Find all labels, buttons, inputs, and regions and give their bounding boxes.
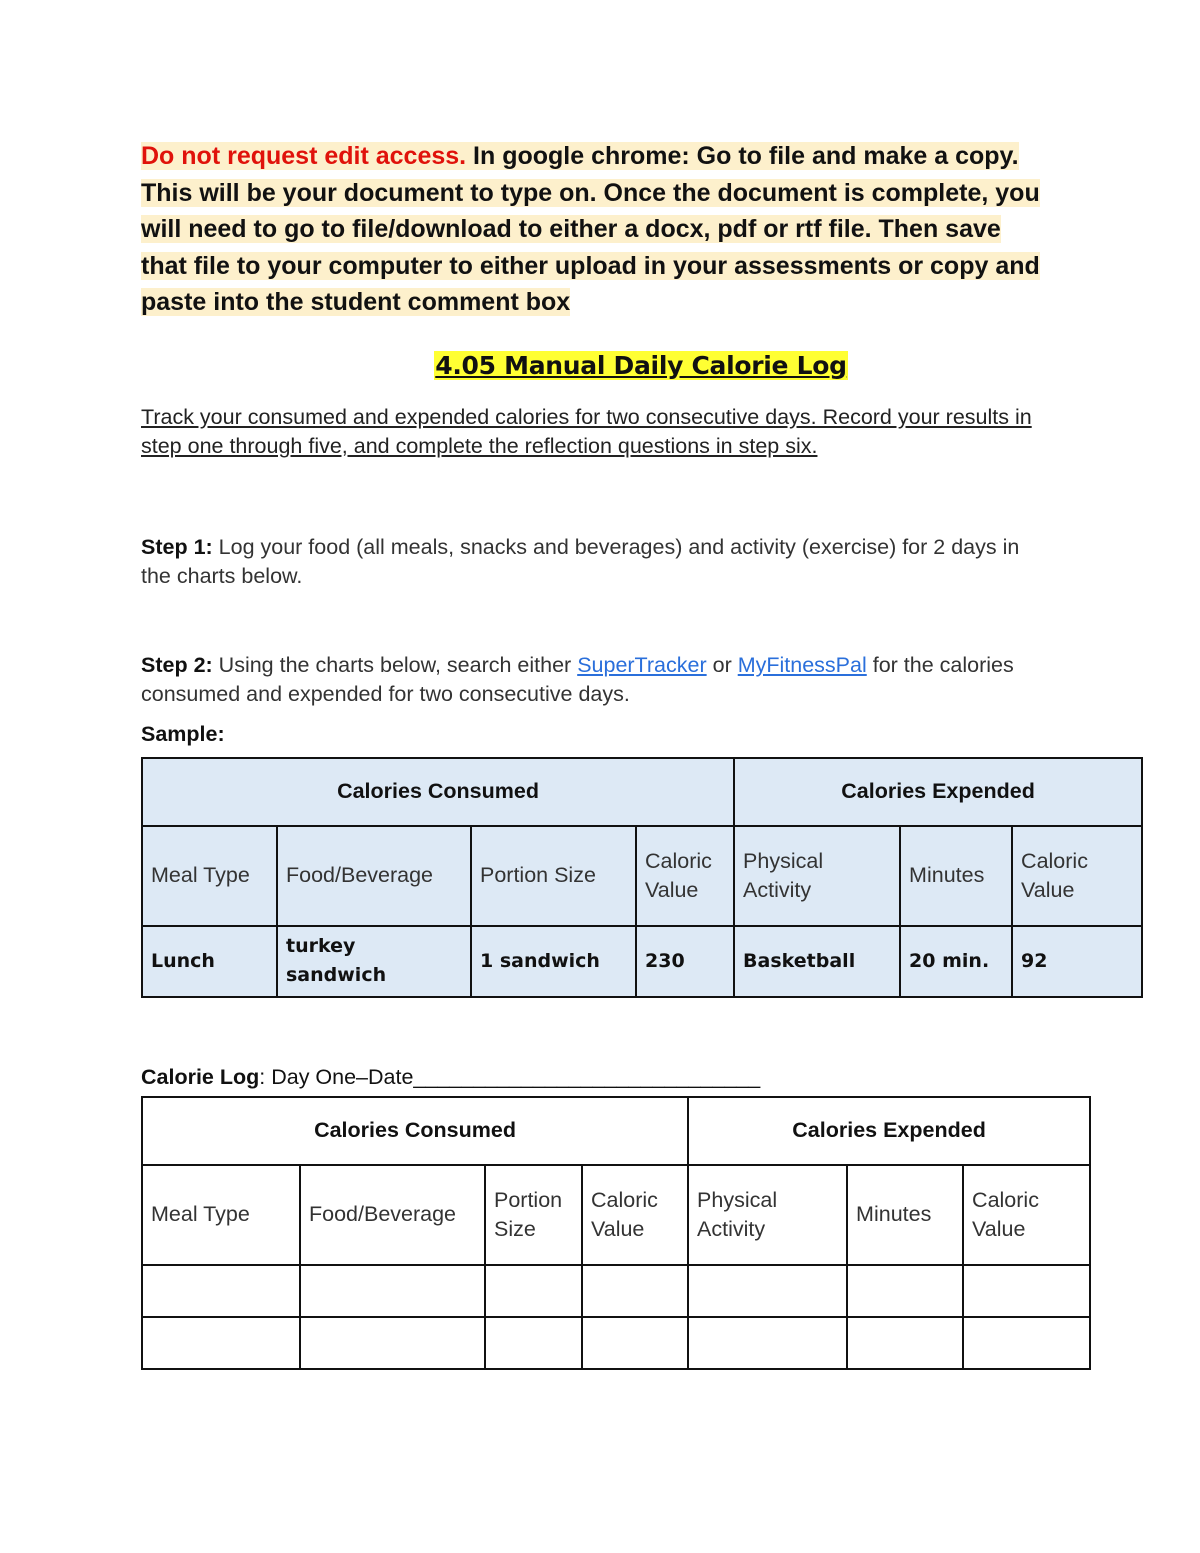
step-2-text-middle: or: [706, 652, 738, 677]
day-one-col-portion-size: Portion Size: [485, 1165, 582, 1265]
day-one-col-minutes: Minutes: [847, 1165, 963, 1265]
instructions-notice: [141, 138, 1051, 321]
step-2-text-before: Using the charts below, search either: [212, 652, 578, 677]
sample-col-portion-size: Portion Size: [471, 826, 636, 926]
day-one-empty-row: [142, 1317, 1090, 1369]
empty-cell[interactable]: [847, 1317, 963, 1369]
sample-calories-expended: 92: [1012, 926, 1142, 997]
day-one-expended-header: Calories Expended: [688, 1097, 1090, 1165]
supertracker-link[interactable]: SuperTracker: [577, 652, 707, 677]
step-2-label: Step 2:: [141, 652, 213, 677]
day-one-empty-row: [142, 1265, 1090, 1317]
step-1-label: Step 1:: [141, 534, 213, 559]
sample-col-caloric-value-expended: Caloric Value: [1012, 826, 1142, 926]
sample-consumed-header: Calories Consumed: [142, 758, 734, 826]
sample-portion: 1 sandwich: [471, 926, 636, 997]
sample-col-food-beverage: Food/Beverage: [277, 826, 471, 926]
sample-group-header-row: [142, 758, 1142, 826]
warning-text: Do not request edit access.: [141, 142, 467, 170]
day-one-label: [141, 1065, 1141, 1090]
day-one-group-header-row: [142, 1097, 1090, 1165]
sample-col-caloric-value: Caloric Value: [636, 826, 734, 926]
sample-label: Sample:: [141, 721, 225, 746]
sample-food: turkey sandwich: [277, 926, 471, 997]
empty-cell[interactable]: [963, 1317, 1090, 1369]
sample-col-meal-type: Meal Type: [142, 826, 277, 926]
sample-calories-consumed: 230: [636, 926, 734, 997]
day-one-col-physical-activity: Physical Activity: [688, 1165, 847, 1265]
step-2-text-after: for the calories consumed and expended for two consecutive days.: [141, 652, 1014, 706]
sample-minutes: 20 min.: [900, 926, 1012, 997]
empty-cell[interactable]: [485, 1265, 582, 1317]
empty-cell[interactable]: [142, 1265, 300, 1317]
empty-cell[interactable]: [582, 1265, 688, 1317]
sample-col-minutes: Minutes: [900, 826, 1012, 926]
page-title: 4.05 Manual Daily Calorie Log: [435, 350, 847, 380]
step-2: [141, 651, 1041, 710]
sample-meal-type: Lunch: [142, 926, 277, 997]
step-1-text: Log your food (all meals, snacks and beverages) and activity (exercise) for 2 days in the charts below.: [141, 534, 1020, 588]
day-one-table: [141, 1096, 1091, 1370]
document-page: [141, 138, 1141, 1370]
title-container: [141, 351, 1141, 391]
day-one-label-bold: Calorie Log: [141, 1064, 260, 1089]
day-one-col-caloric-value: Caloric Value: [582, 1165, 688, 1265]
empty-cell[interactable]: [300, 1265, 485, 1317]
empty-cell[interactable]: [485, 1317, 582, 1369]
day-one-col-food-beverage: Food/Beverage: [300, 1165, 485, 1265]
empty-cell[interactable]: [847, 1265, 963, 1317]
myfitnesspal-link[interactable]: MyFitnessPal: [737, 652, 867, 677]
sample-column-header-row: [142, 826, 1142, 926]
day-one-col-meal-type: Meal Type: [142, 1165, 300, 1265]
day-one-consumed-header: Calories Consumed: [142, 1097, 688, 1165]
day-one-col-caloric-value-expended: Caloric Value: [963, 1165, 1090, 1265]
instructions-text: In google chrome: Go to file and make a copy. This will be your document to type on. Once the document is complete, you will need to go to file/download to either a docx, pdf or rtf file. Then save that file to your computer to either upload in your assessments or copy and paste into the student comment box: [141, 142, 1040, 316]
empty-cell[interactable]: [963, 1265, 1090, 1317]
day-one-column-header-row: [142, 1165, 1090, 1265]
sample-col-physical-activity: Physical Activity: [734, 826, 900, 926]
sample-activity: Basketball: [734, 926, 900, 997]
step-1: [141, 533, 1041, 592]
empty-cell[interactable]: [688, 1317, 847, 1369]
sample-data-row: [142, 926, 1142, 997]
empty-cell[interactable]: [142, 1317, 300, 1369]
empty-cell[interactable]: [688, 1265, 847, 1317]
sample-table: [141, 757, 1143, 998]
empty-cell[interactable]: [582, 1317, 688, 1369]
intro-text: Track your consumed and expended calories for two consecutive days. Record your results in step one through five, and complete the reflection questions in step six.: [141, 404, 1032, 458]
day-one-label-rest: : Day One–Date_____________________________: [259, 1064, 761, 1089]
empty-cell[interactable]: [300, 1317, 485, 1369]
sample-expended-header: Calories Expended: [734, 758, 1142, 826]
